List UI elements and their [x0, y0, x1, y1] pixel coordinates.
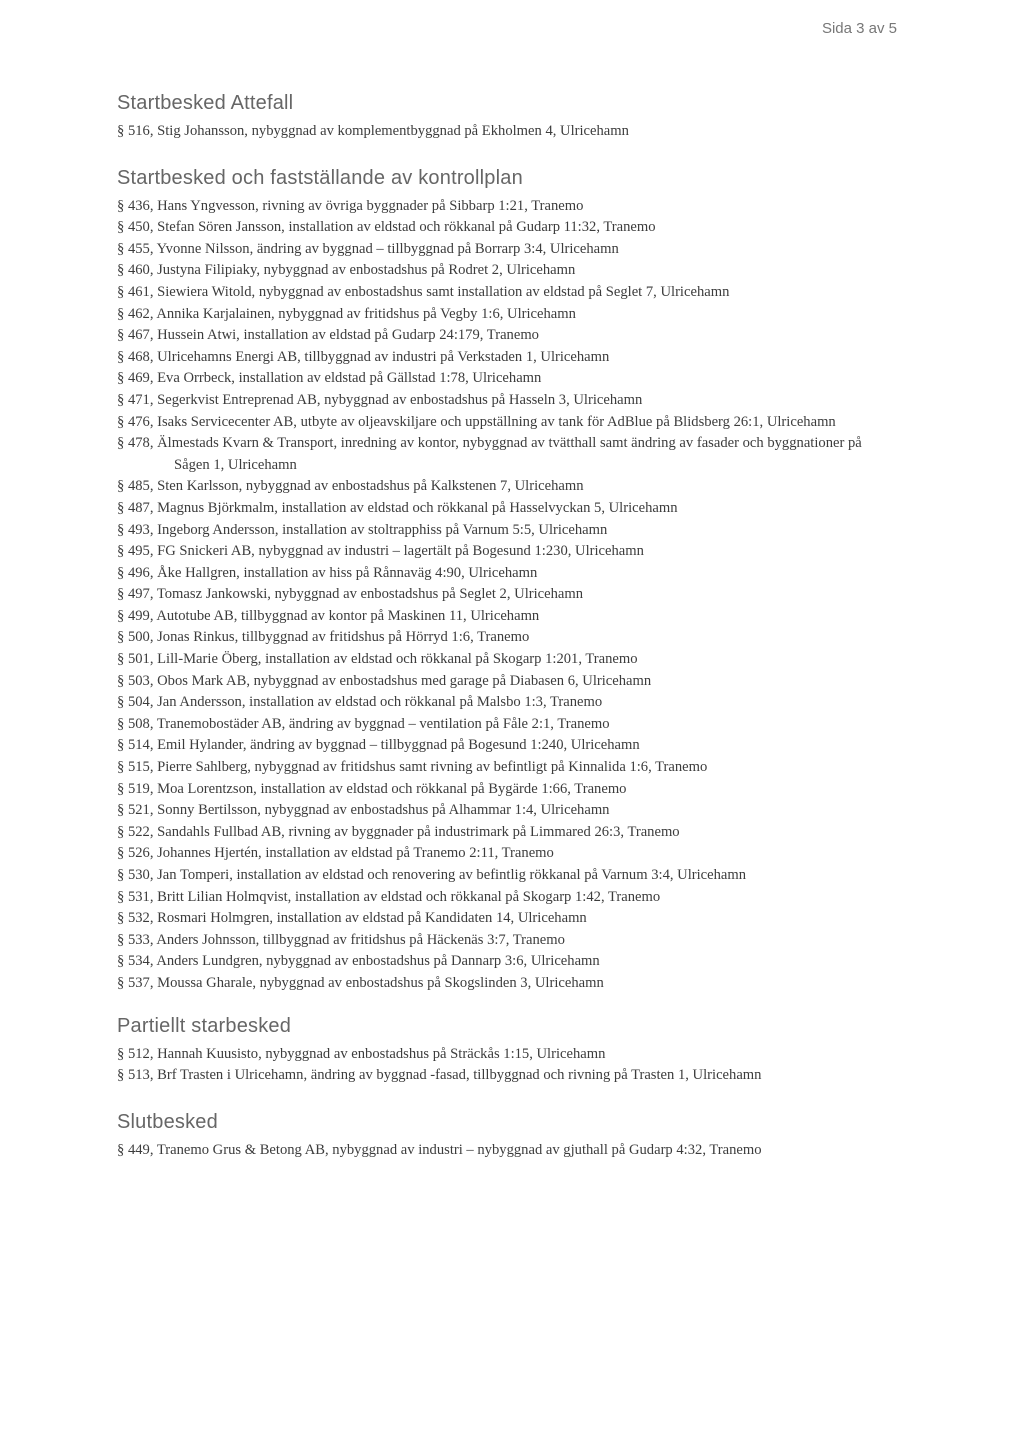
entry-list	[117, 196, 897, 995]
section-startbesked-attefall	[117, 92, 897, 143]
section-slutbesked	[117, 1111, 897, 1162]
list-item: § 515, Pierre Sahlberg, nybyggnad av fritidshus samt rivning av befintligt på Kinnalida 1:6, Tranemo	[117, 759, 708, 776]
list-item: § 476, Isaks Servicecenter AB, utbyte av oljeavskiljare och uppställning av tank för AdBlue på Blidsberg 26:1, Ulricehamn	[117, 413, 836, 430]
list-item: § 493, Ingeborg Andersson, installation av stoltrapphiss på Varnum 5:5, Ulricehamn	[117, 521, 608, 538]
list-item: § 532, Rosmari Holmgren, installation av eldstad på Kandidaten 14, Ulricehamn	[117, 910, 587, 927]
list-item: § 519, Moa Lorentzson, installation av eldstad och rökkanal på Bygärde 1:66, Tranemo	[117, 780, 627, 797]
section-heading: Partiellt starbesked	[117, 1014, 292, 1037]
list-item: § 455, Yvonne Nilsson, ändring av byggnad – tillbyggnad på Borrarp 3:4, Ulricehamn	[117, 240, 619, 257]
section-startbesked-kontrollplan	[117, 167, 897, 995]
list-item: § 478, Älmestads Kvarn & Transport, inredning av kontor, nybyggnad av tvätthall samt ändring av fasader och byggnationer på Sågen 1, Ulricehamn	[117, 435, 862, 473]
list-item: § 496, Åke Hallgren, installation av hiss på Rånnaväg 4:90, Ulricehamn	[117, 564, 538, 581]
list-item: § 533, Anders Johnsson, tillbyggnad av fritidshus på Häckenäs 3:7, Tranemo	[117, 931, 565, 948]
list-item: § 461, Siewiera Witold, nybyggnad av enbostadshus samt installation av eldstad på Seglet 7, Ulricehamn	[117, 283, 730, 300]
list-item: § 500, Jonas Rinkus, tillbyggnad av fritidshus på Hörryd 1:6, Tranemo	[117, 629, 530, 646]
list-item: § 501, Lill-Marie Öberg, installation av eldstad och rökkanal på Skogarp 1:201, Tranemo	[117, 651, 638, 668]
document-body	[117, 92, 897, 1161]
section-heading: Slutbesked	[117, 1110, 218, 1133]
list-item: § 469, Eva Orrbeck, installation av eldstad på Gällstad 1:78, Ulricehamn	[117, 370, 542, 387]
list-item: § 450, Stefan Sören Jansson, installation av eldstad och rökkanal på Gudarp 11:32, Tranemo	[117, 219, 656, 236]
list-item: § 462, Annika Karjalainen, nybyggnad av fritidshus på Vegby 1:6, Ulricehamn	[117, 305, 576, 322]
section-partiellt-startbesked	[117, 1015, 897, 1087]
list-item: § 521, Sonny Bertilsson, nybyggnad av enbostadshus på Alhammar 1:4, Ulricehamn	[117, 802, 610, 819]
entry-list	[117, 1140, 897, 1162]
list-item: § 512, Hannah Kuusisto, nybyggnad av enbostadshus på Sträckås 1:15, Ulricehamn	[117, 1045, 606, 1062]
list-item: § 514, Emil Hylander, ändring av byggnad – tillbyggnad på Bogesund 1:240, Ulricehamn	[117, 737, 640, 754]
list-item: § 468, Ulricehamns Energi AB, tillbyggnad av industri på Verkstaden 1, Ulricehamn	[117, 348, 610, 365]
list-item: § 503, Obos Mark AB, nybyggnad av enbostadshus med garage på Diabasen 6, Ulricehamn	[117, 672, 652, 689]
list-item: § 460, Justyna Filipiaky, nybyggnad av enbostadshus på Rodret 2, Ulricehamn	[117, 262, 576, 279]
entry-list	[117, 121, 897, 143]
section-heading: Startbesked och fastställande av kontrollplan	[117, 166, 523, 189]
list-item: § 531, Britt Lilian Holmqvist, installation av eldstad och rökkanal på Skogarp 1:42, Tranemo	[117, 888, 661, 905]
list-item: § 504, Jan Andersson, installation av eldstad och rökkanal på Malsbo 1:3, Tranemo	[117, 694, 603, 711]
list-item: § 495, FG Snickeri AB, nybyggnad av industri – lagertält på Bogesund 1:230, Ulricehamn	[117, 543, 644, 560]
list-item: § 499, Autotube AB, tillbyggnad av kontor på Maskinen 11, Ulricehamn	[117, 607, 540, 624]
list-item: § 497, Tomasz Jankowski, nybyggnad av enbostadshus på Seglet 2, Ulricehamn	[117, 586, 584, 603]
list-item: § 516, Stig Johansson, nybyggnad av komplementbyggnad på Ekholmen 4, Ulricehamn	[117, 123, 629, 139]
list-item: § 485, Sten Karlsson, nybyggnad av enbostadshus på Kalkstenen 7, Ulricehamn	[117, 478, 584, 495]
list-item: § 436, Hans Yngvesson, rivning av övriga byggnader på Sibbarp 1:21, Tranemo	[117, 197, 584, 214]
list-item: § 534, Anders Lundgren, nybyggnad av enbostadshus på Dannarp 3:6, Ulricehamn	[117, 953, 600, 970]
section-heading: Startbesked Attefall	[117, 92, 294, 114]
list-item: § 522, Sandahls Fullbad AB, rivning av byggnader på industrimark på Limmared 26:3, Tranemo	[117, 823, 680, 840]
list-item: § 513, Brf Trasten i Ulricehamn, ändring av byggnad -fasad, tillbyggnad och rivning på Trasten 1, Ulricehamn	[117, 1067, 762, 1084]
list-item: § 530, Jan Tomperi, installation av eldstad och renovering av befintlig rökkanal på Varnum 3:4, Ulricehamn	[117, 867, 747, 883]
list-item: § 449, Tranemo Grus & Betong AB, nybyggnad av industri – nybyggnad av gjuthall på Gudarp 4:32, Tranemo	[117, 1141, 762, 1158]
list-item: § 537, Moussa Gharale, nybyggnad av enbostadshus på Skogslinden 3, Ulricehamn	[117, 974, 604, 991]
list-item: § 467, Hussein Atwi, installation av eldstad på Gudarp 24:179, Tranemo	[117, 327, 539, 344]
list-item: § 526, Johannes Hjertén, installation av eldstad på Tranemo 2:11, Tranemo	[117, 845, 554, 862]
page-number: Sida 3 av 5	[821, 20, 897, 37]
list-item: § 487, Magnus Björkmalm, installation av eldstad och rökkanal på Hasselvyckan 5, Ulricehamn	[117, 499, 678, 516]
entry-list	[117, 1044, 897, 1087]
list-item: § 508, Tranemobostäder AB, ändring av byggnad – ventilation på Fåle 2:1, Tranemo	[117, 715, 610, 732]
list-item: § 471, Segerkvist Entreprenad AB, nybyggnad av enbostadshus på Hasseln 3, Ulricehamn	[117, 391, 643, 408]
